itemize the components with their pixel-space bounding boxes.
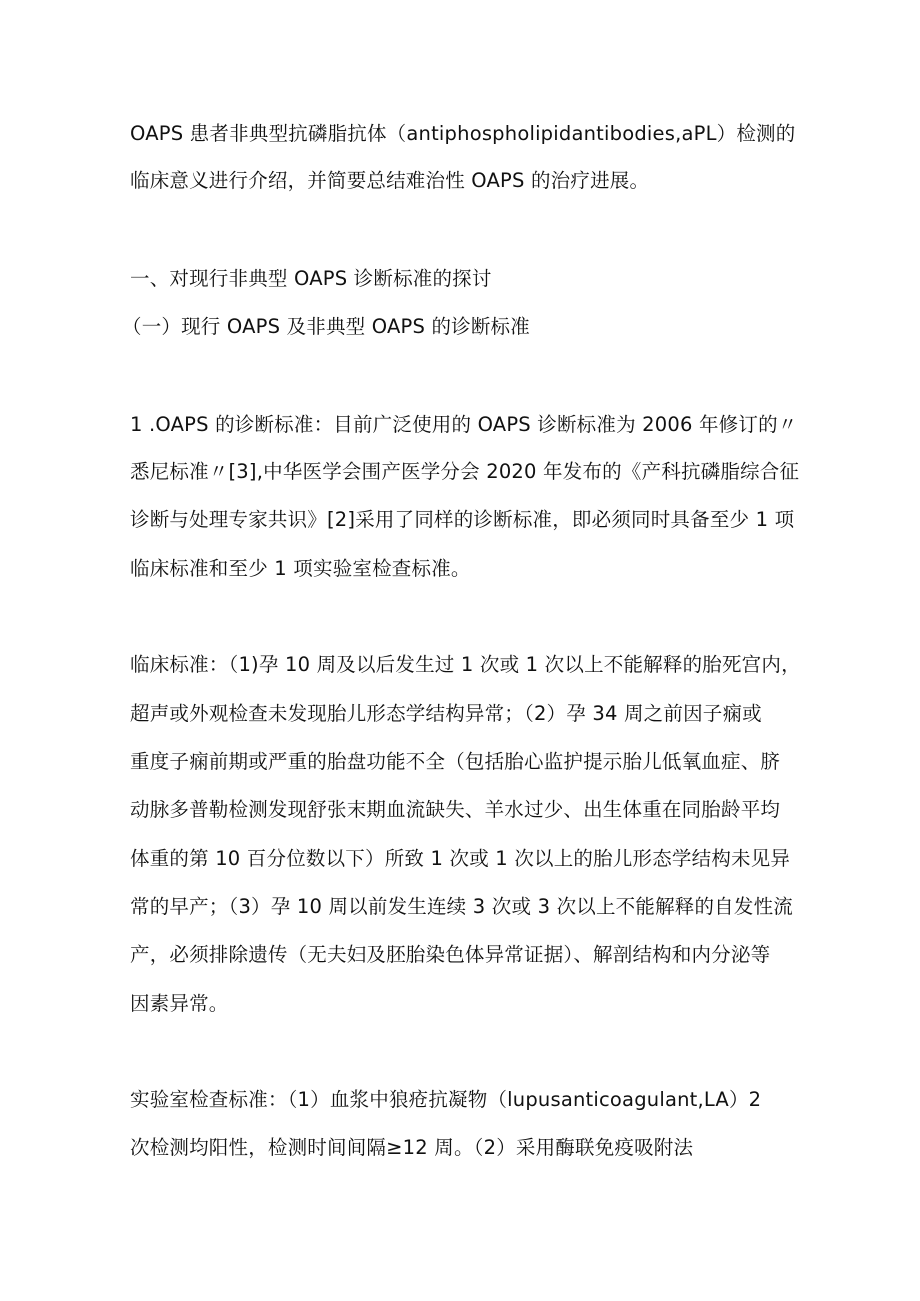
- intro-line-1: OAPS 患者非典型抗磷脂抗体（antiphospholipidantibodies,aPL）检测的: [130, 122, 796, 145]
- point1-line-2: 悉尼标准〃[3],中华医学会围产医学分会 2020 年发布的《产科抗磷脂综合征: [130, 460, 800, 483]
- lab-criteria-line-1: 实验室检查标准：（1）血浆中狼疮抗凝物（lupusanticoagulant,LA）2: [130, 1088, 762, 1111]
- section-heading: 一、对现行非典型 OAPS 诊断标准的探讨: [130, 267, 492, 290]
- intro-line-2: 临床意义进行介绍，并简要总结难治性 OAPS 的治疗进展。: [130, 169, 650, 192]
- clinical-criteria-line-8: 因素异常。: [130, 992, 229, 1015]
- clinical-criteria-line-1: 临床标准：（1)孕 10 周及以后发生过 1 次或 1 次以上不能解释的胎死宫内，: [130, 653, 801, 676]
- clinical-criteria-line-3: 重度子痫前期或严重的胎盘功能不全（包括胎心监护提示胎儿低氧血症、脐: [130, 750, 781, 773]
- point1-line-3: 诊断与处理专家共识》[2]采用了同样的诊断标准，即必须同时具备至少 1 项: [130, 508, 795, 531]
- clinical-criteria-line-6: 常的早产；（3）孕 10 周以前发生连续 3 次或 3 次以上不能解释的自发性流: [130, 895, 793, 918]
- clinical-criteria-line-7: 产，必须排除遗传（无夫妇及胚胎染色体异常证据）、解剖结构和内分泌等: [130, 943, 771, 966]
- point1-line-1: 1 .OAPS 的诊断标准：目前广泛使用的 OAPS 诊断标准为 2006 年修订的〃: [130, 413, 798, 436]
- clinical-criteria-line-4: 动脉多普勒检测发现舒张末期血流缺失、羊水过少、出生体重在同胎龄平均: [130, 798, 781, 821]
- subsection-heading: （一）现行 OAPS 及非典型 OAPS 的诊断标准: [122, 315, 530, 338]
- clinical-criteria-line-5: 体重的第 10 百分位数以下）所致 1 次或 1 次以上的胎儿形态学结构未见异: [130, 847, 791, 870]
- point1-line-4: 临床标准和至少 1 项实验室检查标准。: [130, 557, 471, 580]
- clinical-criteria-line-2: 超声或外观检查未发现胎儿形态学结构异常；（2）孕 34 周之前因子痫或: [130, 702, 762, 725]
- lab-criteria-line-2: 次检测均阳性，检测时间间隔≥12 周。（2）采用酶联免疫吸附法: [130, 1136, 694, 1159]
